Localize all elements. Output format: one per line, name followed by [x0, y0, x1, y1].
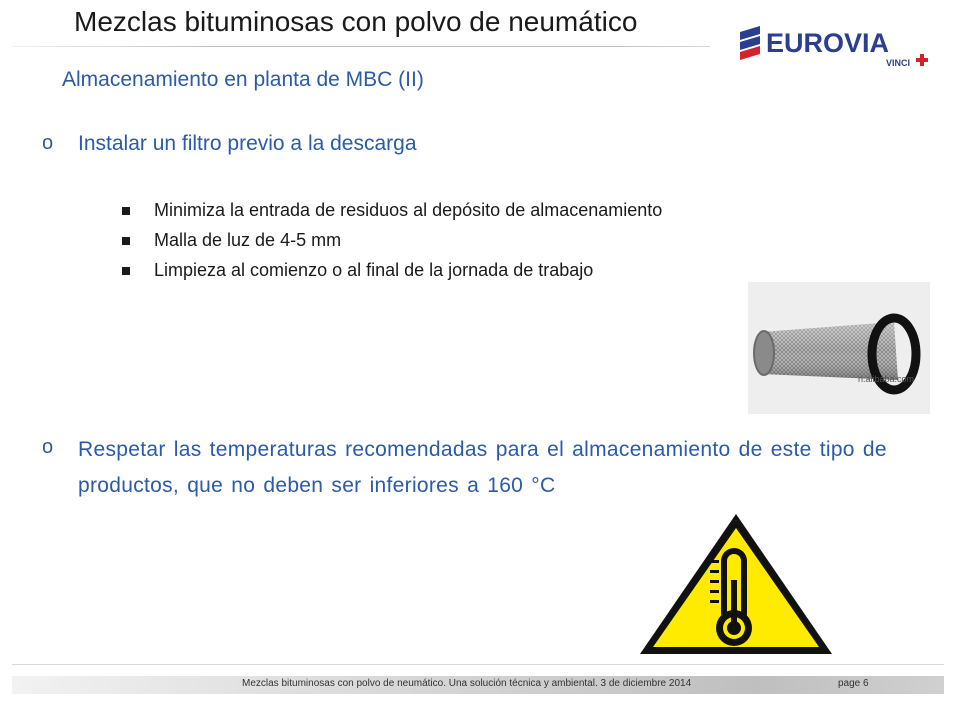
list-item-text: Malla de luz de 4-5 mm [154, 230, 342, 250]
bullet-marker: o [42, 436, 54, 458]
bullet-install-filter [42, 132, 902, 162]
bullet-text: Respetar las temperaturas recomendadas para el almacenamiento de este tipo de productos, que no deben ser inferiores a 160 °C [78, 438, 887, 497]
bullet-text: Instalar un filtro previo a la descarga [78, 132, 417, 155]
list-item-text: Limpieza al comienzo o al final de la jornada de trabajo [154, 260, 594, 280]
logo-brand-text: EUROVIA [766, 28, 890, 58]
list-item [120, 260, 760, 290]
mesh-filter-photo [748, 282, 930, 414]
page-number: page 6 [838, 678, 869, 689]
slide-subtitle: Almacenamiento en planta de MBC (II) [62, 68, 424, 91]
logo-mark-icon [740, 26, 760, 60]
temperature-warning-icon [636, 508, 836, 658]
filter-benefits-list [120, 200, 760, 290]
list-item-text: Minimiza la entrada de residuos al depósito de almacenamiento [154, 200, 663, 220]
photo-watermark: n.alibaba.com [858, 374, 915, 384]
square-bullet-icon [122, 237, 130, 245]
bullet-temperature [42, 436, 922, 506]
logo-group-text: VINCI [886, 58, 911, 68]
bullet-marker: o [42, 132, 54, 154]
list-item [120, 230, 760, 260]
title-divider [12, 46, 710, 47]
square-bullet-icon [122, 267, 130, 275]
footer-divider [12, 664, 944, 665]
slide-title: Mezclas bituminosas con polvo de neumático [74, 6, 638, 37]
eurovia-logo [738, 20, 938, 70]
footer-caption: Mezclas bituminosas con polvo de neumático. Una solución técnica y ambiental. 3 de diciembre 2014 [242, 678, 692, 689]
vinci-cross-icon [916, 54, 928, 66]
list-item [120, 200, 760, 230]
square-bullet-icon [122, 207, 130, 215]
